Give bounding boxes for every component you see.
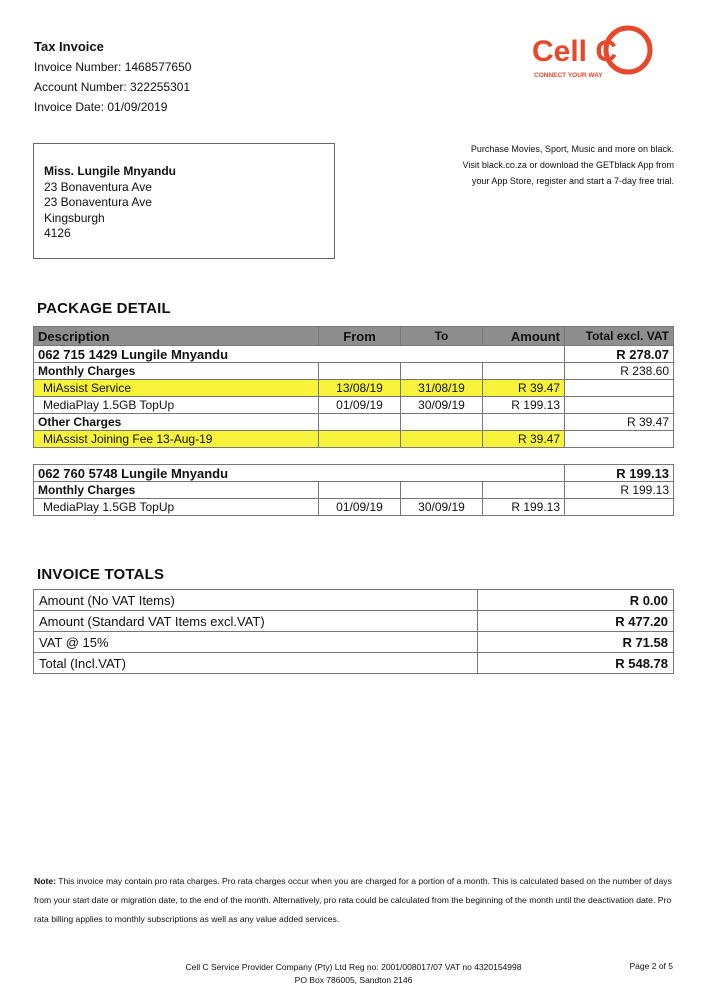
totals-value: R 548.78 bbox=[478, 653, 674, 674]
group-total: R 238.60 bbox=[565, 363, 674, 380]
totals-table bbox=[33, 589, 674, 674]
account-number: Account Number: 322255301 bbox=[34, 80, 191, 94]
item-from: 13/08/19 bbox=[319, 380, 401, 397]
address-line: Kingsburgh bbox=[44, 210, 105, 225]
table-row bbox=[34, 499, 674, 516]
item-to: 30/09/19 bbox=[401, 397, 483, 414]
account-total: R 199.13 bbox=[565, 465, 674, 482]
item-amount: R 39.47 bbox=[483, 431, 565, 448]
logo-wordmark: Cell C bbox=[532, 35, 618, 68]
logo-tagline: CONNECT YOUR WAY bbox=[534, 72, 603, 79]
table-header-row bbox=[34, 327, 674, 346]
group-label: Monthly Charges bbox=[34, 363, 319, 380]
item-amount: R 39.47 bbox=[483, 380, 565, 397]
address-box bbox=[33, 143, 335, 259]
note-text: This invoice may contain pro rata charges. Pro rata charges occur when you are charged for a portion of a month. This is calculated based on the number of days from your start date or migration date, to the end of the month. Alternatively, pro rata could be calculated from the beginning of the month until the deactivation date. Pro rata billing applies to monthly subscriptions as well as any value added services. bbox=[34, 876, 672, 924]
address-line: 23 Bonaventura Ave bbox=[44, 195, 152, 209]
promo-line: your App Store, register and start a 7-day free trial. bbox=[471, 176, 674, 186]
item-description: MiAssist Joining Fee 13-Aug-19 bbox=[34, 431, 319, 448]
col-description: Description bbox=[34, 327, 319, 346]
item-amount: R 199.13 bbox=[483, 499, 565, 516]
item-from: 01/09/19 bbox=[319, 499, 401, 516]
totals-value: R 477.20 bbox=[478, 611, 674, 632]
pro-rata-note bbox=[34, 872, 674, 929]
invoice-totals-heading: INVOICE TOTALS bbox=[37, 566, 165, 583]
item-description: MediaPlay 1.5GB TopUp bbox=[34, 397, 319, 414]
invoice-number: Invoice Number: 1468577650 bbox=[34, 60, 192, 74]
customer-name: Miss. Lungile Mnyandu bbox=[44, 164, 177, 178]
promo-line: Purchase Movies, Sport, Music and more on black. bbox=[470, 144, 674, 154]
footer-address: PO Box 786005, Sandton 2146 bbox=[294, 975, 413, 985]
totals-label: Total (Incl.VAT) bbox=[34, 653, 478, 674]
account-total: R 278.07 bbox=[565, 346, 674, 363]
package-table-account-2 bbox=[33, 464, 674, 516]
invoice-date: Invoice Date: 01/09/2019 bbox=[34, 100, 168, 114]
col-total: Total excl. VAT bbox=[565, 327, 674, 346]
totals-value: R 71.58 bbox=[478, 632, 674, 653]
item-amount: R 199.13 bbox=[483, 397, 565, 414]
totals-label: Amount (Standard VAT Items excl.VAT) bbox=[34, 611, 478, 632]
footer-company: Cell C Service Provider Company (Pty) Ltd Reg no: 2001/008017/07 VAT no 4320154998 bbox=[185, 962, 522, 972]
promo-text bbox=[414, 141, 674, 189]
totals-label: VAT @ 15% bbox=[34, 632, 478, 653]
group-total: R 199.13 bbox=[565, 482, 674, 499]
col-to: To bbox=[401, 327, 483, 346]
item-to: 31/08/19 bbox=[401, 380, 483, 397]
address-line: 4126 bbox=[44, 226, 71, 240]
cell-c-logo bbox=[528, 24, 660, 84]
item-to: 30/09/19 bbox=[401, 499, 483, 516]
totals-row bbox=[34, 590, 674, 611]
table-row bbox=[34, 397, 674, 414]
document-title: Tax Invoice bbox=[34, 39, 104, 54]
item-description: MiAssist Service bbox=[34, 380, 319, 397]
account-row bbox=[34, 465, 674, 482]
group-label: Other Charges bbox=[34, 414, 319, 431]
table-row bbox=[34, 482, 674, 499]
account-number-name: 062 715 1429 Lungile Mnyandu bbox=[34, 346, 565, 363]
group-total: R 39.47 bbox=[565, 414, 674, 431]
table-row bbox=[34, 414, 674, 431]
col-from: From bbox=[319, 327, 401, 346]
package-table-account-1 bbox=[33, 326, 674, 448]
table-row bbox=[34, 431, 674, 448]
item-from: 01/09/19 bbox=[319, 397, 401, 414]
page-number: Page 2 of 5 bbox=[629, 961, 673, 971]
note-label: Note: bbox=[34, 876, 56, 886]
totals-row bbox=[34, 653, 674, 674]
account-number-name: 062 760 5748 Lungile Mnyandu bbox=[34, 465, 565, 482]
totals-row bbox=[34, 632, 674, 653]
table-row bbox=[34, 380, 674, 397]
address-line: 23 Bonaventura Ave bbox=[44, 179, 152, 194]
promo-line: Visit black.co.za or download the GETblack App from bbox=[462, 160, 674, 170]
group-label: Monthly Charges bbox=[34, 482, 319, 499]
item-description: MediaPlay 1.5GB TopUp bbox=[34, 499, 319, 516]
totals-row bbox=[34, 611, 674, 632]
col-amount: Amount bbox=[483, 327, 565, 346]
package-detail-heading: PACKAGE DETAIL bbox=[37, 300, 171, 317]
footer bbox=[0, 961, 707, 987]
table-row bbox=[34, 363, 674, 380]
totals-label: Amount (No VAT Items) bbox=[34, 590, 478, 611]
account-row bbox=[34, 346, 674, 363]
totals-value: R 0.00 bbox=[478, 590, 674, 611]
